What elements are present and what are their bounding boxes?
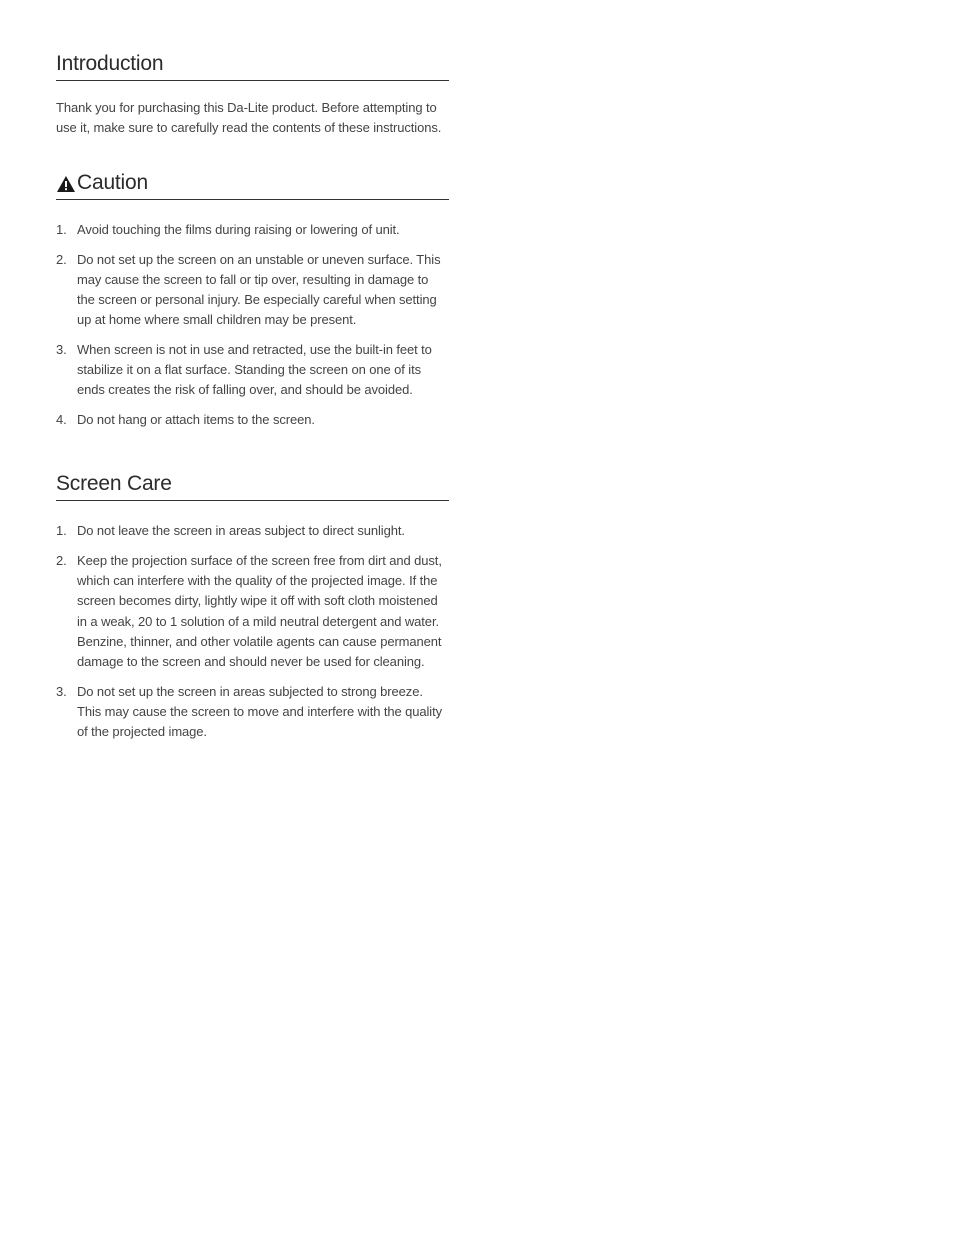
list-item bbox=[56, 340, 449, 401]
list-item bbox=[56, 220, 449, 240]
list-item bbox=[56, 410, 449, 430]
list-item-number: 1. bbox=[56, 222, 67, 237]
list-item-text: When screen is not in use and retracted, use the built-in feet to stabilize it on a flat surface. Standing the screen on one of its ends creates the risk of falling over, and should be avoided. bbox=[77, 342, 432, 398]
list-item bbox=[56, 521, 449, 541]
list-item-text: Do not hang or attach items to the screen. bbox=[77, 412, 315, 428]
document-column bbox=[56, 50, 449, 752]
screen-care-list bbox=[56, 521, 449, 742]
list-item-number: 3. bbox=[56, 342, 67, 358]
list-item bbox=[56, 551, 449, 672]
list-item-number: 2. bbox=[56, 553, 67, 569]
list-item-text: Do not set up the screen on an unstable or uneven surface. This may cause the screen to fall or tip over, resulting in damage to the screen or personal injury. Be especially careful when setting up at home where small children may be present. bbox=[77, 251, 441, 328]
list-item bbox=[56, 682, 449, 743]
introduction-heading bbox=[56, 50, 449, 81]
list-item bbox=[56, 250, 449, 331]
list-item-text: Do not set up the screen in areas subjected to strong breeze. This may cause the screen to move and interfere with the quality of the projected image. bbox=[77, 683, 443, 740]
introduction-section bbox=[56, 50, 449, 138]
caution-heading-text: Caution bbox=[77, 171, 148, 194]
list-item-text: Do not leave the screen in areas subject to direct sunlight. bbox=[77, 523, 405, 539]
screen-care-heading bbox=[56, 470, 449, 501]
list-item-number: 4. bbox=[56, 412, 67, 428]
introduction-paragraph: Thank you for purchasing this Da-Lite product. Before attempting to use it, make sure to carefully read the contents of these instructions. bbox=[56, 100, 442, 135]
list-item-number: 3. bbox=[56, 683, 67, 699]
caution-list bbox=[56, 220, 449, 430]
screen-care-section bbox=[56, 470, 449, 742]
list-item-text: Keep the projection surface of the screen free from dirt and dust, which can interfere with the quality of the projected image. If the screen becomes dirty, lightly wipe it off with soft cloth moistened in a weak, 20 to 1 solution of a mild neutral detergent and water. Benzine, thinner, and other volatile agents can cause permanent damage to the screen and should never be used for cleaning. bbox=[77, 553, 442, 670]
warning-triangle-icon bbox=[56, 175, 76, 193]
list-item-number: 2. bbox=[56, 251, 67, 267]
caution-heading bbox=[56, 169, 449, 200]
caution-section bbox=[56, 169, 449, 430]
introduction-heading-text: Introduction bbox=[56, 52, 164, 75]
screen-care-heading-text: Screen Care bbox=[56, 472, 172, 496]
list-item-number: 1. bbox=[56, 523, 67, 539]
list-item-text: Avoid touching the films during raising or lowering of unit. bbox=[77, 222, 400, 237]
